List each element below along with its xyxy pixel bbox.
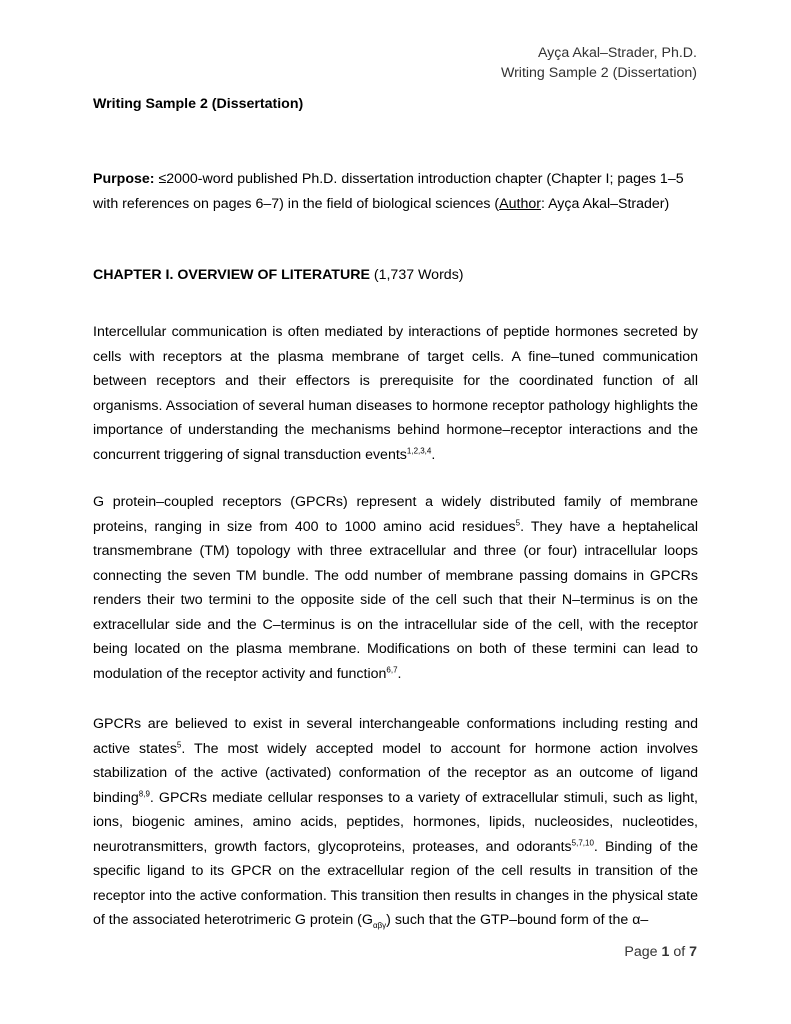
header-subtitle: Writing Sample 2 (Dissertation) xyxy=(500,65,697,81)
page-of-label: of xyxy=(669,944,690,960)
paragraph-3 xyxy=(93,712,698,933)
header-author: Ayça Akal–Strader, Ph.D. xyxy=(537,45,697,61)
paragraph-text: . xyxy=(431,446,436,463)
total-pages: 7 xyxy=(689,944,697,960)
chapter-word-count: (1,737 Words) xyxy=(369,267,464,283)
author-label: Author xyxy=(499,195,541,212)
chapter-title: CHAPTER I. OVERVIEW OF LITERATURE xyxy=(93,267,370,283)
purpose-label: Purpose: xyxy=(93,171,155,187)
page-label: Page xyxy=(624,944,662,960)
citation-ref: 5 xyxy=(176,739,182,749)
purpose-paragraph xyxy=(93,167,698,216)
paragraph-1 xyxy=(93,320,698,467)
citation-ref: 8,9 xyxy=(138,788,150,798)
paragraph-text: . They have a heptahelical transmembrane (TM) topology with three extracellular and three (or four) intracellular loops connecting the seven TM bundle. The odd number of membrane passing domains in GPCRs renders their two termini to the opposite side of the cell such that their N–terminus is on the extracellular side and the C–terminus is on the intracellular side of the cell, with the receptor being located on the plasma membrane. Modifications on both of these termini can lead to modulation of the receptor activity and function xyxy=(93,518,699,682)
document-title: Writing Sample 2 (Dissertation) xyxy=(93,96,304,112)
paragraph-2 xyxy=(93,490,698,686)
citation-ref: 1,2,3,4 xyxy=(406,445,432,455)
citation-ref: 5,7,10 xyxy=(571,837,594,847)
page-header xyxy=(501,43,697,83)
paragraph-text: . Binding of the specific ligand to its GPCR on the extracellular region of the cell results in transition of the receptor into the active conformation. This transition then results in changes in the physical state of the associated heterotrimeric G protein (G xyxy=(93,838,699,928)
paragraph-text: . GPCRs mediate cellular responses to a variety of extracellular stimuli, such as light, ions, biogenic amines, amino acids, peptides, hormones, lipids, nucleosides, nucleotides, neurotransmitters, growth factors, glycoproteins, proteases, and odorants xyxy=(93,789,698,855)
page-number xyxy=(624,942,697,962)
chapter-heading xyxy=(93,265,698,285)
current-page: 1 xyxy=(661,944,670,960)
citation-ref: 5 xyxy=(515,517,521,527)
purpose-text: ≤2000-word published Ph.D. dissertation introduction chapter (Chapter I; pages 1–5 with references on pages 6–7) in the field of biological sciences ( xyxy=(93,171,684,212)
paragraph-text: . xyxy=(397,665,402,682)
paragraph-text: GPCRs are believed to exist in several interchangeable conformations including resting and active states xyxy=(93,716,698,757)
paragraph-text: ) such that the GTP–bound form of the α– xyxy=(386,912,649,928)
citation-ref: 6,7 xyxy=(386,664,398,674)
purpose-author-text: : Ayça Akal–Strader) xyxy=(540,195,670,212)
paragraph-text: Intercellular communication is often mediated by interactions of peptide hormones secreted by cells with receptors at the plasma membrane of target cells. A fine–tuned communication between receptors and their effectors is prerequisite for the coordinated function of all organisms. Association of several human diseases to hormone receptor pathology highlights the importance of understanding the mechanisms behind hormone–receptor interactions and the concurrent triggering of signal transduction events xyxy=(93,324,698,463)
paragraph-text: G protein–coupled receptors (GPCRs) represent a widely distributed family of membrane proteins, ranging in size from 400 to 1000 amino acid residues xyxy=(93,494,698,535)
subscript: αβγ xyxy=(372,920,387,930)
paragraph-text: . The most widely accepted model to account for hormone action involves stabilization of the active (activated) conformation of the receptor as an outcome of ligand binding xyxy=(93,740,699,806)
